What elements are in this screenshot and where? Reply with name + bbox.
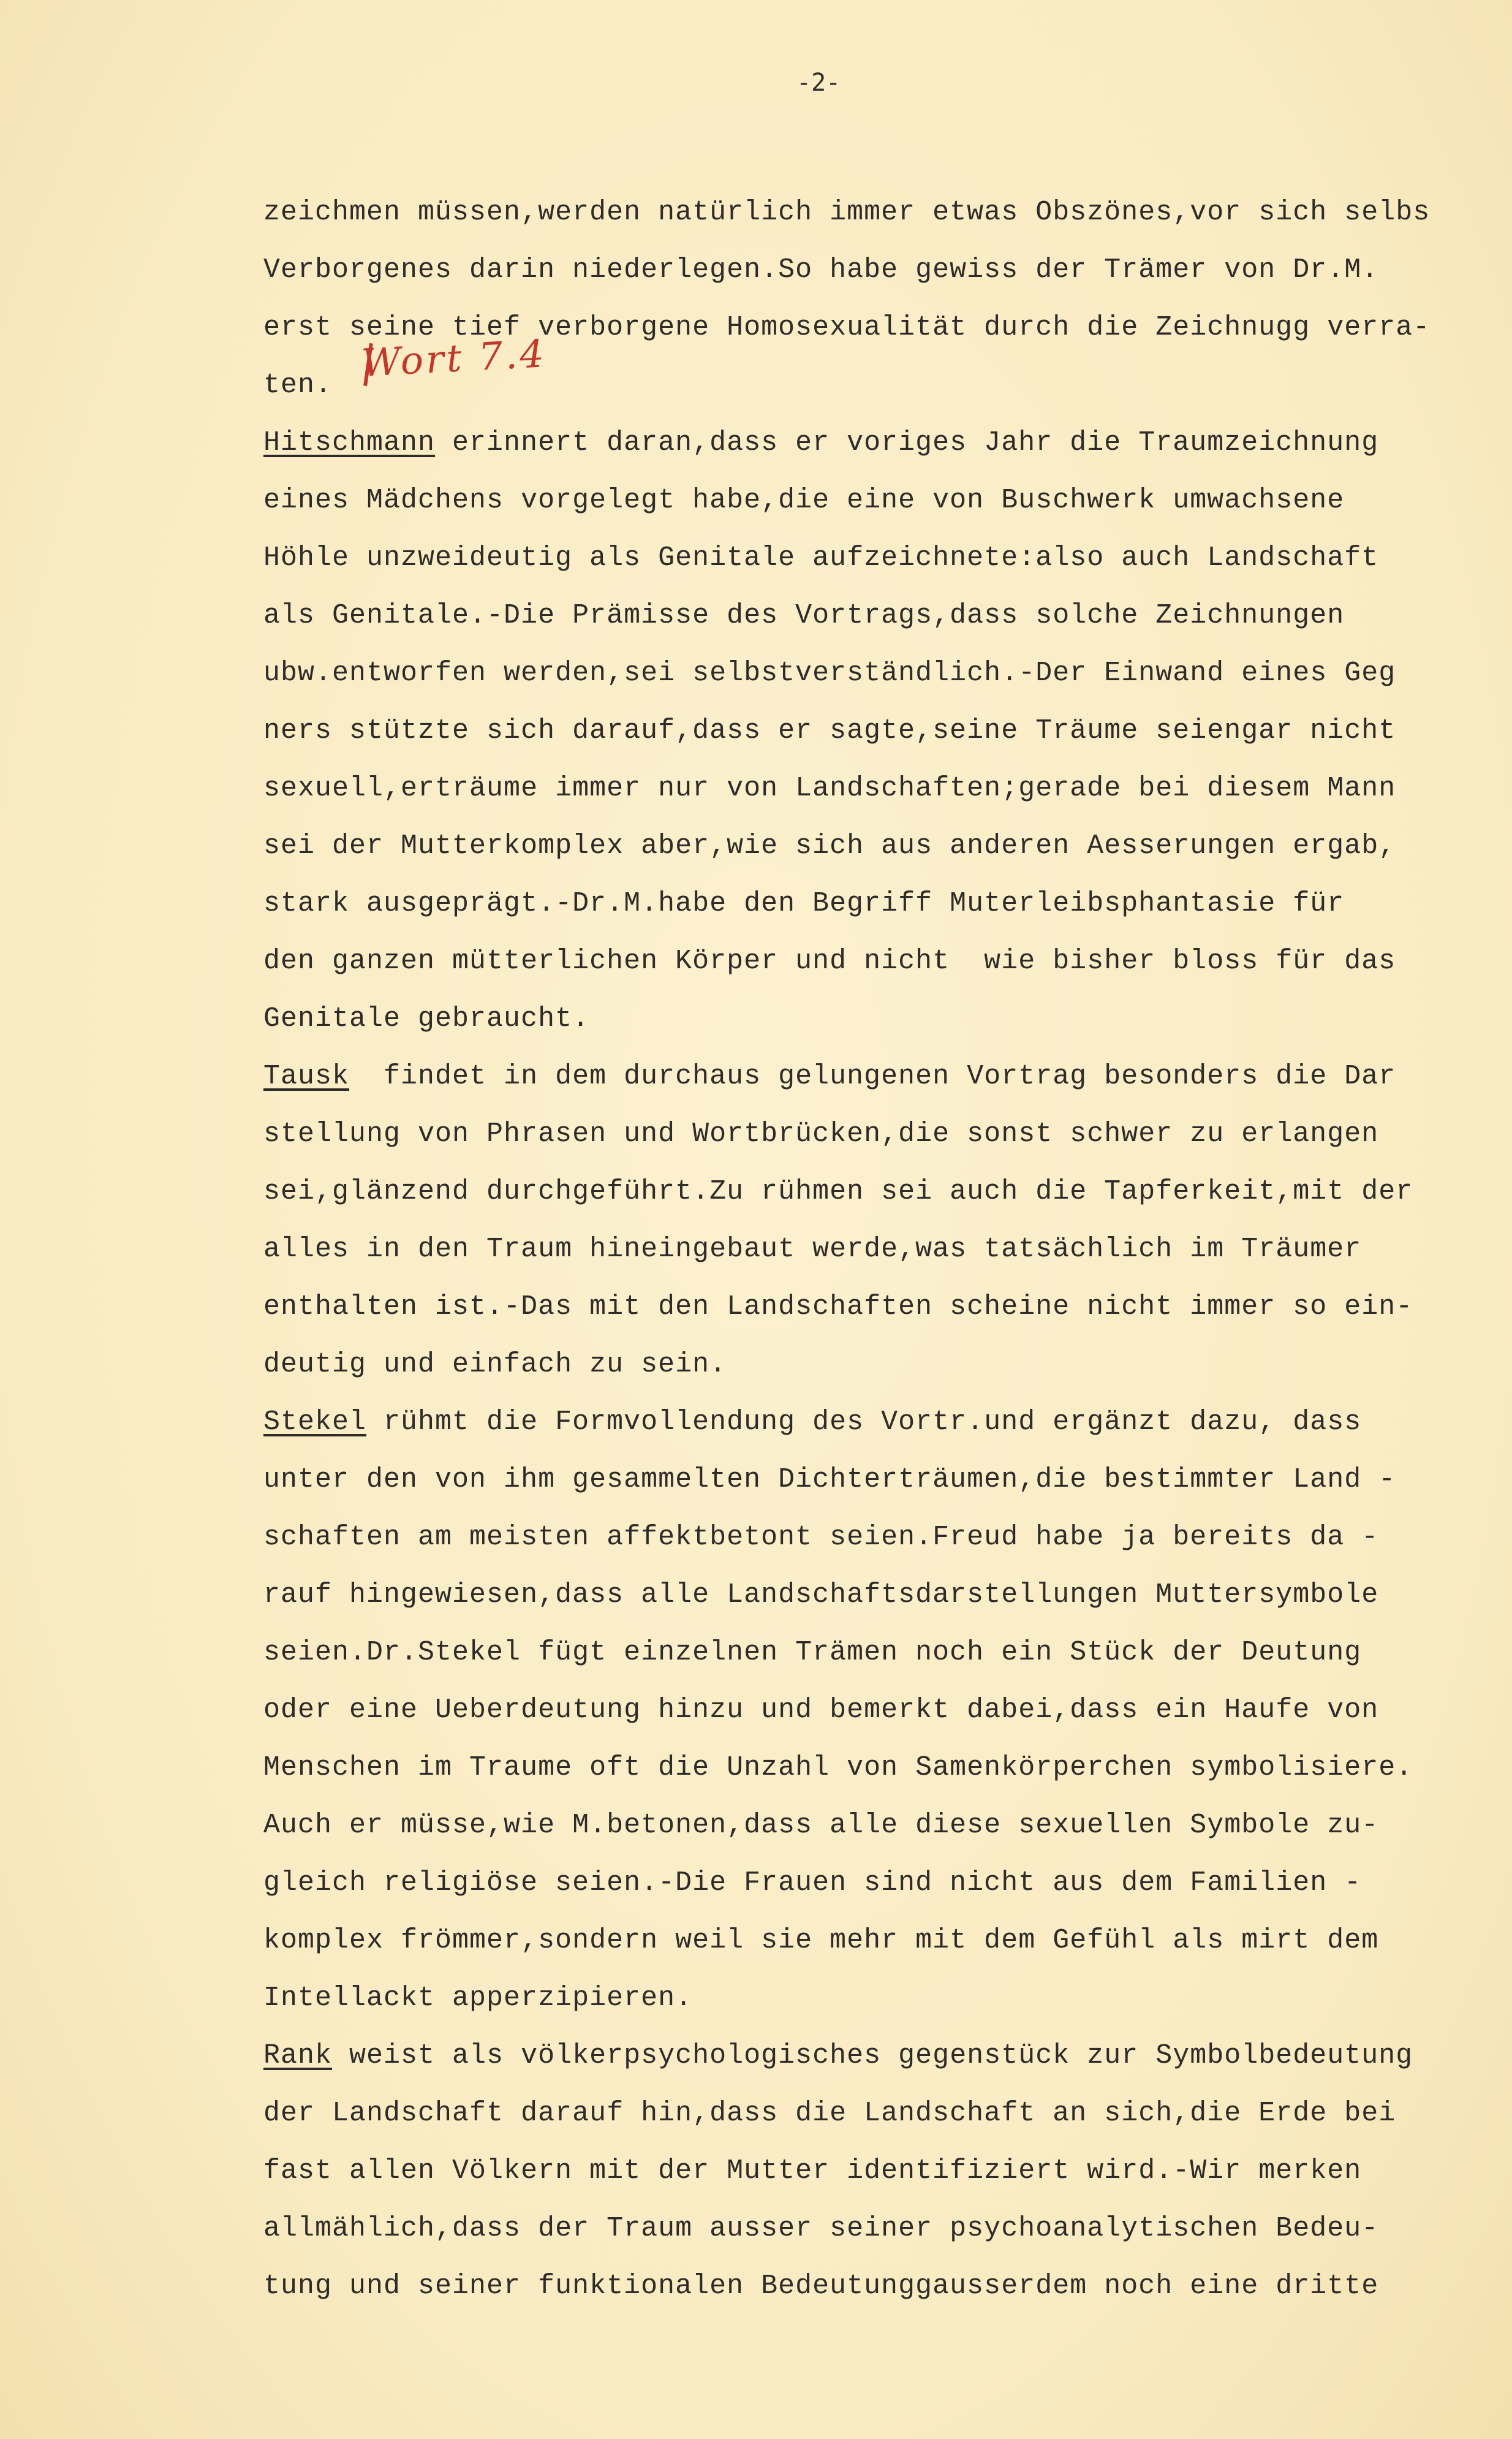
paragraph-rank — [263, 2027, 1483, 2315]
text-line: Verborgenes darin niederlegen.So habe gewiss der Trämer von Dr.M. — [263, 254, 1379, 286]
text-line: deutig und einfach zu sein. — [263, 1349, 727, 1380]
text-line: schaften am meisten affektbetont seien.Freud habe ja bereits da - — [263, 1522, 1379, 1553]
text-line: gleich religiöse seien.-Die Frauen sind nicht aus dem Familien - — [263, 1867, 1362, 1898]
line-text: findet in dem durchaus gelungenen Vortrag besonders die Dar — [349, 1061, 1396, 1092]
speaker-name: Rank — [263, 2040, 333, 2071]
text-line — [263, 414, 1483, 472]
text-line: fast allen Völkern mit der Mutter identifiziert wird.-Wir merken — [263, 2155, 1362, 2187]
text-line: eines Mädchens vorgelegt habe,die eine von Buschwerk umwachsene — [263, 485, 1345, 516]
text-line: Intellackt apperzipieren. — [263, 1982, 693, 2014]
text-line: sei,glänzend durchgeführt.Zu rühmen sei auch die Tapferkeit,mit der — [263, 1176, 1413, 1207]
body-text — [263, 184, 1483, 2315]
text-line: der Landschaft darauf hin,dass die Landschaft an sich,die Erde bei — [263, 2098, 1396, 2129]
paragraph-tausk — [263, 1048, 1483, 1394]
text-line — [263, 2027, 1483, 2085]
line-text: weist als völkerpsychologisches gegenstück zur Symbolbedeutung — [332, 2040, 1413, 2071]
text-line: sexuell,erträume immer nur von Landschaften;gerade bei diesem Mann — [263, 773, 1396, 804]
paragraph-stekel — [263, 1394, 1483, 2027]
text-line: Genitale gebraucht. — [263, 1003, 590, 1034]
text-line: erst seine tief verborgene Homosexualität durch die Zeichnugg verra- — [263, 312, 1431, 343]
text-line: komplex frömmer,sondern weil sie mehr mit dem Gefühl als mirt dem — [263, 1925, 1379, 1956]
text-line: Auch er müsse,wie M.betonen,dass alle diese sexuellen Symbole zu- — [263, 1810, 1379, 1841]
speaker-name: Hitschmann — [263, 427, 436, 458]
text-line: Menschen im Traume oft die Unzahl von Samenkörperchen symbolisiere. — [263, 1752, 1413, 1783]
text-line: oder eine Ueberdeutung hinzu und bemerkt dabei,dass ein Haufe von — [263, 1694, 1379, 1726]
text-line: als Genitale.-Die Prämisse des Vortrags,dass solche Zeichnungen — [263, 600, 1345, 631]
speaker-name: Tausk — [263, 1061, 350, 1092]
text-line: tung und seiner funktionalen Bedeutunggausserdem noch eine dritte — [263, 2270, 1379, 2302]
text-line: ubw.entworfen werden,sei selbstverständlich.-Der Einwand eines Geg — [263, 658, 1396, 689]
text-line: Höhle unzweideutig als Genitale aufzeichnete:also auch Landschaft — [263, 542, 1379, 574]
text-line — [263, 1048, 1483, 1106]
text-line: enthalten ist.-Das mit den Landschaften scheine nicht immer so ein- — [263, 1291, 1413, 1322]
text-line: zeichmen müssen,werden natürlich immer etwas Obszönes,vor sich selbs — [263, 197, 1431, 228]
text-line: alles in den Traum hineingebaut werde,was tatsächlich im Träumer — [263, 1234, 1362, 1265]
line-text: erinnert daran,dass er voriges Jahr die Traumzeichnung — [435, 427, 1379, 458]
paragraph-intro — [263, 184, 1483, 414]
text-line: ten. — [263, 370, 333, 401]
paragraph-hitschmann — [263, 414, 1483, 1048]
text-line — [263, 1394, 1483, 1451]
text-line: allmählich,dass der Traum ausser seiner psychoanalytischen Bedeu- — [263, 2213, 1379, 2244]
line-text: rühmt die Formvollendung des Vortr.und ergänzt dazu, dass — [366, 1406, 1362, 1438]
text-line: den ganzen mütterlichen Körper und nicht wie bisher bloss für das — [263, 946, 1396, 977]
text-line: stellung von Phrasen und Wortbrücken,die sonst schwer zu erlangen — [263, 1118, 1379, 1150]
speaker-name: Stekel — [263, 1406, 367, 1438]
handwritten-annotation: Wort 7.4 — [360, 331, 548, 385]
text-line: sei der Mutterkomplex aber,wie sich aus anderen Aesserungen ergab, — [263, 830, 1396, 862]
text-line: seien.Dr.Stekel fügt einzelnen Trämen noch ein Stück der Deutung — [263, 1637, 1362, 1668]
text-line: stark ausgeprägt.-Dr.M.habe den Begriff Muterleibsphantasie für — [263, 888, 1345, 919]
page-number: -2- — [796, 69, 841, 97]
text-line: rauf hingewiesen,dass alle Landschaftsdarstellungen Muttersymbole — [263, 1579, 1379, 1610]
text-line: ners stützte sich darauf,dass er sagte,seine Träume seiengar nicht — [263, 715, 1396, 746]
text-line: unter den von ihm gesammelten Dichterträumen,die bestimmter Land - — [263, 1464, 1396, 1495]
